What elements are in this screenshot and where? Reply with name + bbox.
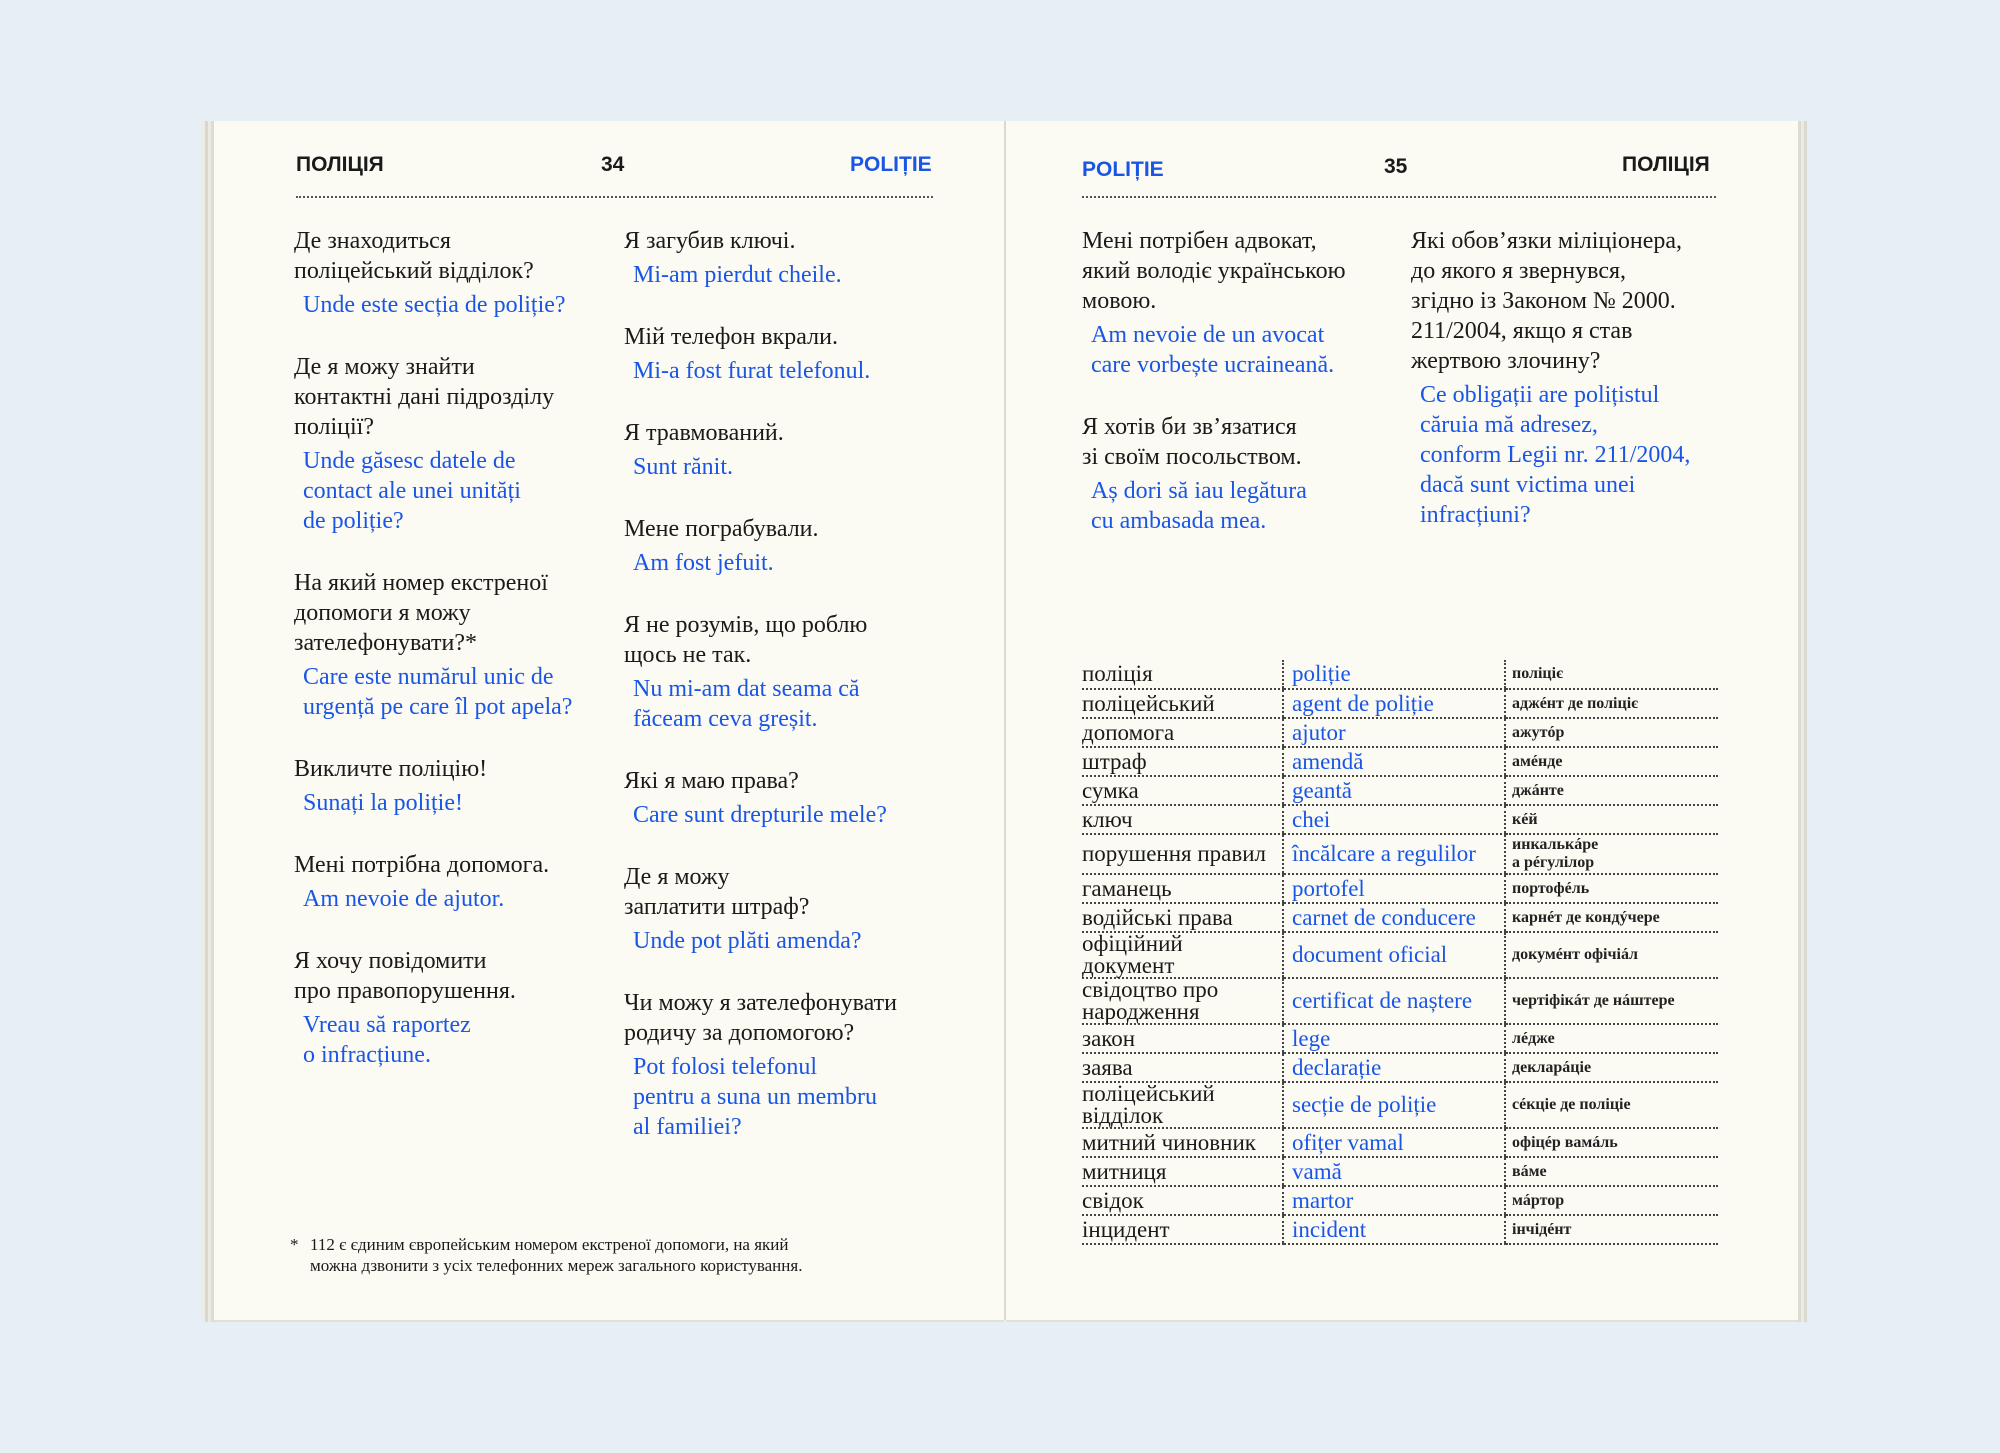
phrase-ukrainian: згідно із Законом № 2000.	[1411, 288, 1676, 314]
right-page-number: 35	[1384, 155, 1408, 178]
term-ukrainian-line: митний чиновник	[1082, 1129, 1256, 1155]
pronunciation-line: аджéнт де поліціє	[1512, 694, 1639, 712]
pronunciation-line: мáртор	[1512, 1191, 1565, 1209]
phrase-romanian: Aș dori să iau legătura	[1091, 478, 1307, 504]
phrase-romanian: Unde găsesc datele de	[303, 448, 516, 474]
phrase-ukrainian: Я хотів би зв’язатися	[1082, 414, 1297, 440]
phrase-ukrainian: родичу за допомогою?	[624, 1020, 855, 1046]
phrase-ukrainian: Викличте поліцію!	[294, 756, 488, 782]
term-pronunciation	[1505, 1053, 1718, 1082]
left-page-number: 34	[601, 153, 625, 176]
vocabulary-row	[1082, 660, 1718, 689]
phrase-ukrainian: який володіє українською	[1082, 258, 1346, 284]
phrase-ukrainian: Де я можу знайти	[294, 354, 475, 380]
term-ukrainian	[1082, 903, 1283, 932]
phrase-romanian: Mi-am pierdut cheile.	[633, 262, 842, 288]
term-pronunciation	[1505, 874, 1718, 903]
term-ukrainian-line: свідоцтво про	[1082, 977, 1219, 1002]
right-header-rule	[1082, 196, 1716, 198]
phrase-block	[624, 766, 944, 830]
phrase-ukrainian: зі своїм посольством.	[1082, 444, 1302, 470]
footnote	[290, 1234, 802, 1276]
term-ukrainian-line: народження	[1082, 999, 1200, 1024]
pronunciation-line: карнéт де кондýчере	[1512, 908, 1660, 926]
phrase-romanian: Am fost jefuit.	[633, 550, 774, 576]
term-ukrainian-line: інцидент	[1082, 1216, 1170, 1242]
phrase-ukrainian: про правопорушення.	[294, 978, 516, 1004]
term-ukrainian	[1082, 1215, 1283, 1244]
phrase-romanian: Ce obligații are polițistul	[1420, 382, 1660, 408]
left-header-ukrainian: ПОЛІЦІЯ	[296, 153, 384, 176]
phrase-block	[624, 514, 944, 578]
phrase-ukrainian: Де знаходиться	[294, 228, 451, 254]
term-romanian: agent de poliție	[1283, 689, 1505, 718]
term-romanian: secție de poliție	[1283, 1082, 1505, 1128]
term-ukrainian-line: допомога	[1082, 719, 1175, 745]
right-header-romanian: POLIȚIE	[1082, 158, 1164, 181]
phrase-block	[1082, 412, 1402, 536]
phrase-romanian: pentru a suna un membru	[633, 1084, 877, 1110]
vocabulary-row	[1082, 834, 1718, 874]
term-ukrainian	[1082, 660, 1283, 689]
left-column-1	[294, 226, 614, 1102]
phrase-romanian: o infracțiune.	[303, 1042, 431, 1068]
phrase-romanian: Am nevoie de un avocat	[1091, 322, 1325, 348]
phrase-romanian: Mi-a fost furat telefonul.	[633, 358, 871, 384]
term-pronunciation	[1505, 932, 1718, 978]
phrase-block	[294, 352, 614, 536]
vocabulary-row	[1082, 1215, 1718, 1244]
term-romanian: ajutor	[1283, 718, 1505, 747]
phrase-ukrainian: поліції?	[294, 414, 375, 440]
term-ukrainian-line: закон	[1082, 1025, 1136, 1051]
term-ukrainian-line: поліцейський	[1082, 1081, 1215, 1106]
term-ukrainian-line: поліція	[1082, 661, 1153, 686]
vocabulary-row	[1082, 1186, 1718, 1215]
pronunciation-line: а рéгулілор	[1512, 854, 1595, 871]
term-ukrainian-line: свідок	[1082, 1187, 1144, 1213]
phrase-ukrainian: зателефонувати?*	[294, 630, 477, 656]
phrase-block	[624, 610, 944, 734]
term-ukrainian-line: сумка	[1082, 777, 1139, 803]
term-pronunciation	[1505, 747, 1718, 776]
phrase-romanian: de poliție?	[303, 508, 404, 534]
phrase-romanian: Sunați la poliție!	[303, 790, 463, 816]
term-ukrainian	[1082, 932, 1283, 978]
phrase-ukrainian: На який номер екстреної	[294, 570, 548, 596]
term-ukrainian	[1082, 718, 1283, 747]
phrase-ukrainian: Я не розумів, що роблю	[624, 612, 868, 638]
term-pronunciation	[1505, 1186, 1718, 1215]
term-ukrainian-line: ключ	[1082, 806, 1133, 832]
phrase-ukrainian: Мені потрібен адвокат,	[1082, 228, 1317, 254]
pronunciation-line: джáнте	[1512, 781, 1564, 799]
term-ukrainian	[1082, 805, 1283, 834]
pronunciation-line: інчідéнт	[1512, 1220, 1572, 1238]
vocabulary-row	[1082, 1024, 1718, 1053]
term-ukrainian	[1082, 1024, 1283, 1053]
phrase-ukrainian: Я травмований.	[624, 420, 784, 446]
phrase-ukrainian: 211/2004, якщо я став	[1411, 318, 1633, 344]
term-pronunciation	[1505, 776, 1718, 805]
phrase-romanian: al familiei?	[633, 1114, 742, 1140]
term-ukrainian	[1082, 689, 1283, 718]
vocabulary-row	[1082, 747, 1718, 776]
term-ukrainian	[1082, 1128, 1283, 1157]
phrase-ukrainian: Які обов’язки міліціонера,	[1411, 228, 1683, 254]
right-column-2	[1411, 226, 1731, 562]
pronunciation-line: поліціє	[1512, 665, 1564, 682]
term-pronunciation	[1505, 834, 1718, 874]
pronunciation-line: офіцéр вамáль	[1512, 1133, 1618, 1151]
vocabulary-row	[1082, 932, 1718, 978]
term-ukrainian	[1082, 874, 1283, 903]
footnote-mark: *	[290, 1235, 299, 1254]
phrase-ukrainian: Які я маю права?	[624, 768, 799, 794]
term-romanian: poliție	[1283, 660, 1505, 689]
phrase-romanian: contact ale unei unități	[303, 478, 521, 504]
term-ukrainian-line: митниця	[1082, 1158, 1167, 1184]
phrase-ukrainian: Мене пограбували.	[624, 516, 819, 542]
phrase-block	[294, 568, 614, 722]
phrase-romanian: făceam ceva greșit.	[633, 706, 818, 732]
vocabulary-row	[1082, 978, 1718, 1024]
left-header-rule	[296, 196, 933, 198]
term-romanian: incident	[1283, 1215, 1505, 1244]
phrase-romanian: Care sunt drepturile mele?	[633, 802, 887, 828]
vocabulary-row	[1082, 1128, 1718, 1157]
term-romanian: încălcare a regulilor	[1283, 834, 1505, 874]
phrase-romanian: cu ambasada mea.	[1091, 508, 1267, 534]
phrase-block	[294, 946, 614, 1070]
pronunciation-line: вáме	[1512, 1162, 1547, 1180]
phrase-ukrainian: щось не так.	[624, 642, 752, 668]
phrase-romanian: Am nevoie de ajutor.	[303, 886, 505, 912]
phrase-ukrainian: Я загубив ключі.	[624, 228, 796, 254]
phrase-block	[1082, 226, 1402, 380]
term-ukrainian	[1082, 776, 1283, 805]
term-ukrainian	[1082, 747, 1283, 776]
phrase-romanian: dacă sunt victima unei	[1420, 472, 1636, 498]
term-romanian: chei	[1283, 805, 1505, 834]
term-ukrainian-line: офіційний	[1082, 931, 1183, 956]
left-header-romanian: POLIȚIE	[850, 153, 932, 176]
pronunciation-line: инкалькáре	[1512, 836, 1599, 853]
term-romanian: amendă	[1283, 747, 1505, 776]
term-pronunciation	[1505, 903, 1718, 932]
term-ukrainian-line: документ	[1082, 953, 1175, 978]
term-ukrainian	[1082, 1186, 1283, 1215]
phrase-romanian: Care este numărul unic de	[303, 664, 554, 690]
phrase-ukrainian: допомоги я можу	[294, 600, 471, 626]
phrase-romanian: Unde este secția de poliție?	[303, 292, 566, 318]
term-ukrainian-line: поліцейський	[1082, 690, 1215, 716]
phrase-romanian: Vreau să raportez	[303, 1012, 471, 1038]
vocabulary-row	[1082, 874, 1718, 903]
term-romanian: carnet de conducere	[1283, 903, 1505, 932]
term-ukrainian-line: гаманець	[1082, 875, 1172, 901]
vocabulary-row	[1082, 903, 1718, 932]
term-romanian: martor	[1283, 1186, 1505, 1215]
vocabulary-row	[1082, 776, 1718, 805]
phrase-romanian: Nu mi-am dat seama că	[633, 676, 860, 702]
term-ukrainian	[1082, 1053, 1283, 1082]
phrase-ukrainian: поліцейський відділок?	[294, 258, 534, 284]
phrase-block	[294, 226, 614, 320]
phrase-block	[294, 754, 614, 818]
vocabulary-row	[1082, 1157, 1718, 1186]
phrase-romanian: conform Legii nr. 211/2004,	[1420, 442, 1691, 468]
phrase-ukrainian: Де я можу	[624, 864, 730, 890]
term-ukrainian-line: відділок	[1082, 1103, 1164, 1128]
term-romanian: geantă	[1283, 776, 1505, 805]
term-romanian: certificat de naștere	[1283, 978, 1505, 1024]
term-pronunciation	[1505, 718, 1718, 747]
phrase-romanian: Sunt rănit.	[633, 454, 733, 480]
term-pronunciation	[1505, 805, 1718, 834]
phrase-ukrainian: контактні дані підрозділу	[294, 384, 555, 410]
phrase-romanian: Pot folosi telefonul	[633, 1054, 817, 1080]
phrase-block	[624, 988, 944, 1142]
phrase-block	[294, 850, 614, 914]
phrase-block	[624, 418, 944, 482]
term-pronunciation	[1505, 1082, 1718, 1128]
term-pronunciation	[1505, 1128, 1718, 1157]
phrase-block	[624, 322, 944, 386]
phrase-ukrainian: до якого я звернувся,	[1411, 258, 1627, 284]
pronunciation-line: декларáціе	[1512, 1058, 1592, 1076]
phrase-romanian: care vorbește ucraineană.	[1091, 352, 1335, 378]
term-pronunciation	[1505, 1157, 1718, 1186]
term-pronunciation	[1505, 689, 1718, 718]
term-romanian: portofel	[1283, 874, 1505, 903]
phrase-romanian: infracțiuni?	[1420, 502, 1531, 528]
term-ukrainian	[1082, 1157, 1283, 1186]
phrase-ukrainian: Я хочу повідомити	[294, 948, 487, 974]
term-pronunciation	[1505, 660, 1718, 689]
term-ukrainian-line: порушення правил	[1082, 841, 1267, 866]
term-pronunciation	[1505, 978, 1718, 1024]
pronunciation-line: сéкціе де поліціе	[1512, 1096, 1631, 1113]
phrase-ukrainian: Мені потрібна допомога.	[294, 852, 550, 878]
pronunciation-line: чертіфікáт де нáштере	[1512, 992, 1675, 1009]
vocabulary-row	[1082, 805, 1718, 834]
phrase-block	[1411, 226, 1731, 530]
left-column-2	[624, 226, 944, 1174]
phrase-ukrainian: Чи можу я зателефонувати	[624, 990, 897, 1016]
right-column-1	[1082, 226, 1402, 568]
term-ukrainian	[1082, 978, 1283, 1024]
term-pronunciation	[1505, 1215, 1718, 1244]
vocabulary-row	[1082, 1053, 1718, 1082]
phrase-romanian: urgență pe care îl pot apela?	[303, 694, 573, 720]
term-romanian: document oficial	[1283, 932, 1505, 978]
term-ukrainian-line: заява	[1082, 1054, 1133, 1080]
term-ukrainian	[1082, 1082, 1283, 1128]
term-romanian: lege	[1283, 1024, 1505, 1053]
footnote-line: можна дзвонити з усіх телефонних мереж загального користування.	[310, 1256, 803, 1275]
pronunciation-line: портофéль	[1512, 879, 1590, 897]
pronunciation-line: докумéнт офічіáл	[1512, 946, 1638, 963]
term-ukrainian	[1082, 834, 1283, 874]
phrase-romanian: Unde pot plăti amenda?	[633, 928, 862, 954]
term-ukrainian-line: водійські права	[1082, 904, 1233, 930]
pronunciation-line: амéнде	[1512, 752, 1563, 770]
vocabulary-row	[1082, 718, 1718, 747]
term-pronunciation	[1505, 1024, 1718, 1053]
pronunciation-line: кéй	[1512, 810, 1538, 828]
vocabulary-table	[1082, 660, 1718, 1245]
phrase-ukrainian: Мій телефон вкрали.	[624, 324, 838, 350]
vocabulary-row	[1082, 689, 1718, 718]
phrase-block	[624, 226, 944, 290]
pronunciation-line: лéдже	[1512, 1029, 1555, 1047]
phrase-ukrainian: жертвою злочину?	[1411, 348, 1601, 374]
pronunciation-line: ажутóр	[1512, 723, 1565, 741]
right-header-ukrainian: ПОЛІЦІЯ	[1622, 153, 1710, 176]
phrase-ukrainian: мовою.	[1082, 288, 1157, 314]
footnote-line: 112 є єдиним європейським номером екстреної допомоги, на який	[310, 1235, 789, 1254]
phrase-romanian: căruia mă adresez,	[1420, 412, 1598, 438]
term-romanian: declarație	[1283, 1053, 1505, 1082]
phrase-ukrainian: заплатити штраф?	[624, 894, 810, 920]
phrase-block	[624, 862, 944, 956]
vocabulary-row	[1082, 1082, 1718, 1128]
term-ukrainian-line: штраф	[1082, 748, 1147, 774]
term-romanian: ofițer vamal	[1283, 1128, 1505, 1157]
term-romanian: vamă	[1283, 1157, 1505, 1186]
